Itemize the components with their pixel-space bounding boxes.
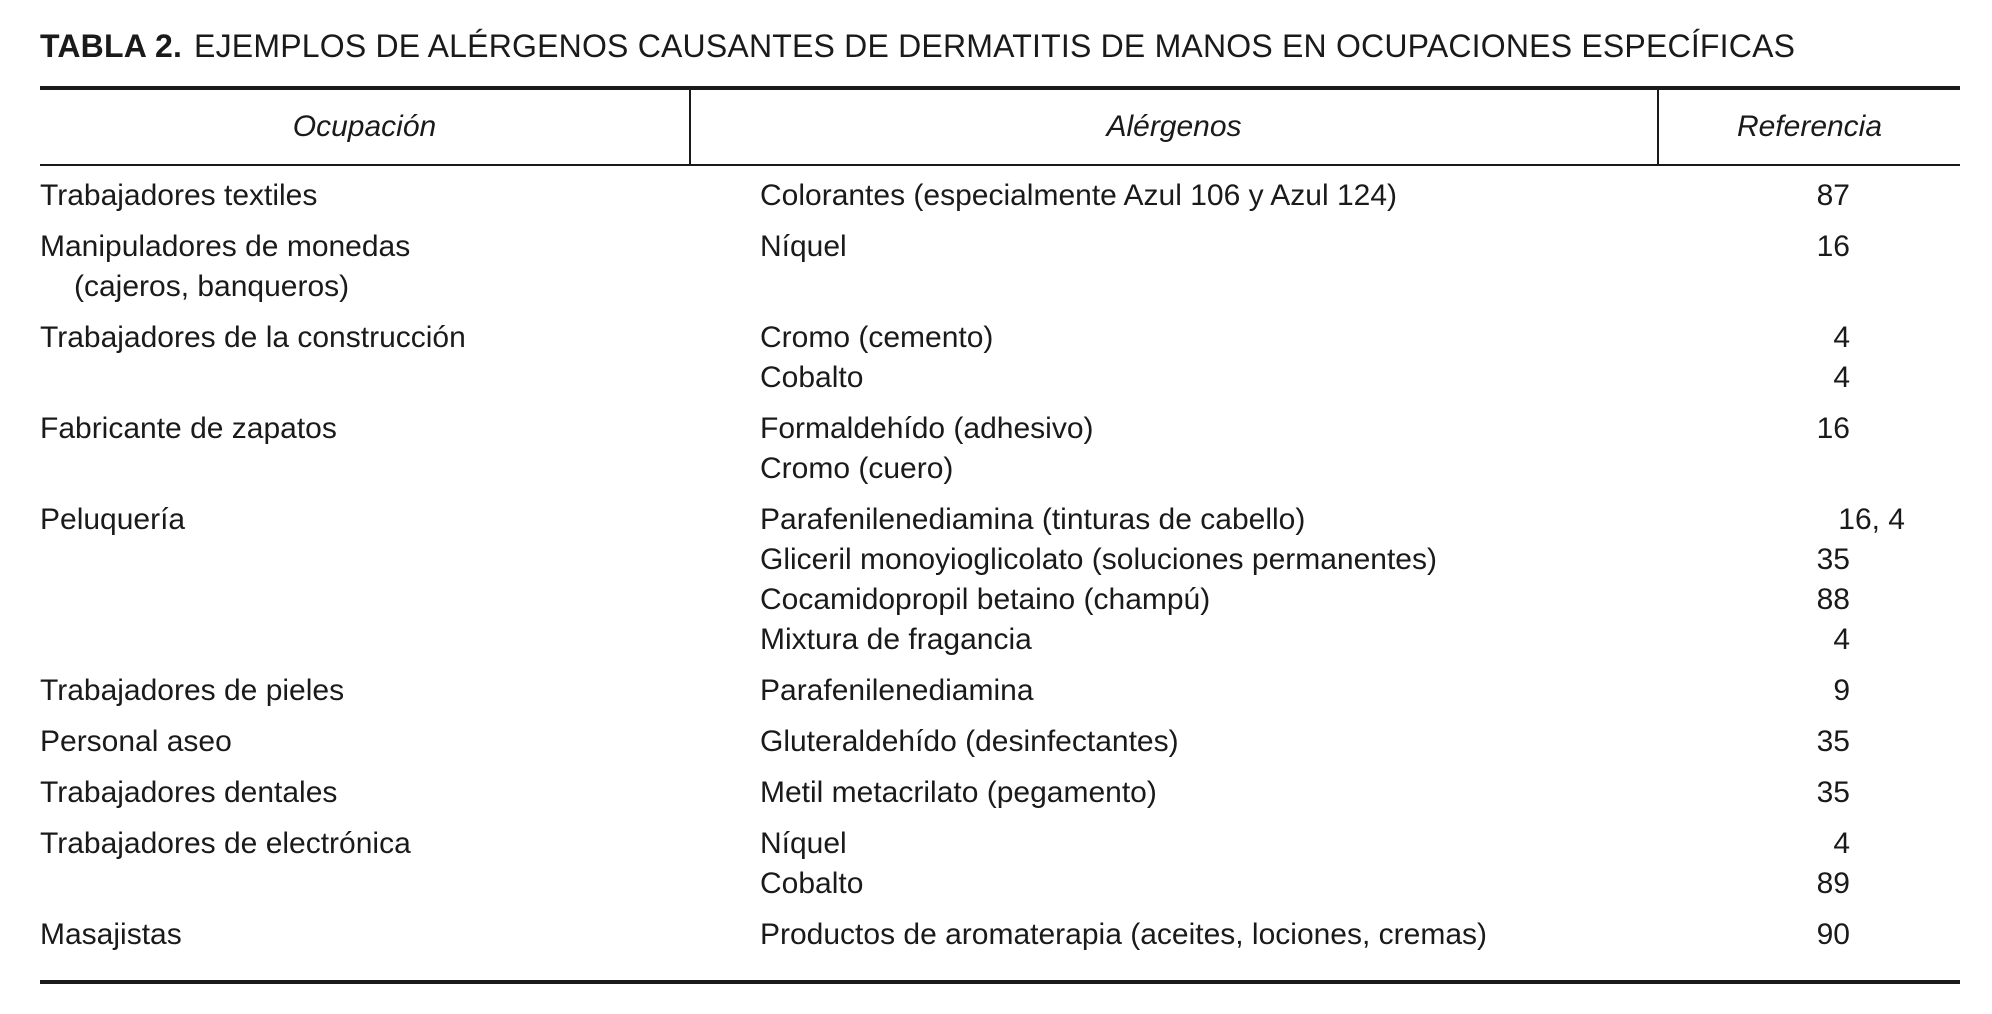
header-row — [40, 90, 1960, 164]
reference-cell — [1760, 671, 1960, 711]
occupation-cell — [40, 409, 760, 489]
reference-text: 4 — [1833, 827, 1850, 860]
allergen-text: Gluteraldehído (desinfectantes) — [760, 725, 1179, 758]
occupation-text: Trabajadores de la construcción — [40, 321, 466, 354]
reference-text: 4 — [1833, 361, 1850, 394]
allergen-text: Productos de aromaterapia (aceites, lociones, cremas) — [760, 918, 1488, 951]
reference-cell — [1760, 227, 1960, 307]
allergen-text: Mixtura de fragancia — [760, 623, 1032, 656]
allergens-cell — [760, 500, 1760, 660]
reference-cell — [1760, 409, 1960, 489]
table-body — [40, 166, 1960, 980]
allergens-cell — [760, 318, 1760, 398]
table-row — [40, 773, 1960, 813]
reference-text: 9 — [1833, 674, 1850, 707]
reference-text: 87 — [1816, 179, 1850, 212]
allergens-cell — [760, 671, 1760, 711]
reference-text: 16, 4 — [1838, 503, 1905, 536]
reference-cell — [1760, 824, 1960, 904]
allergens-cell — [760, 773, 1760, 813]
reference-text: 90 — [1816, 918, 1850, 951]
reference-text: 35 — [1816, 725, 1850, 758]
occupation-text: Trabajadores dentales — [40, 776, 338, 809]
allergen-text: Cobalto — [760, 867, 864, 900]
table-row — [40, 915, 1960, 955]
occupation-text-continued: (cajeros, banqueros) — [74, 270, 350, 303]
allergens-cell — [760, 227, 1760, 307]
allergens-cell — [760, 409, 1760, 489]
reference-text: 4 — [1833, 623, 1850, 656]
table-row — [40, 318, 1960, 398]
occupation-text: Trabajadores textiles — [40, 179, 318, 212]
reference-text: 35 — [1816, 776, 1850, 809]
occupation-text: Masajistas — [40, 918, 182, 951]
bottom-rule — [40, 980, 1960, 984]
reference-cell — [1760, 176, 1960, 216]
occupation-cell — [40, 318, 760, 398]
reference-cell — [1760, 318, 1960, 398]
allergen-text: Formaldehído (adhesivo) — [760, 412, 1094, 445]
reference-cell — [1760, 500, 1960, 660]
reference-text: 4 — [1833, 321, 1850, 354]
table-row — [40, 176, 1960, 216]
occupation-text: Manipuladores de monedas — [40, 230, 411, 263]
reference-text: 16 — [1816, 230, 1850, 263]
occupation-cell — [40, 500, 760, 660]
table-row — [40, 824, 1960, 904]
allergens-cell — [760, 722, 1760, 762]
occupation-cell — [40, 176, 760, 216]
reference-text: 16 — [1816, 412, 1850, 445]
reference-text: 35 — [1816, 543, 1850, 576]
occupation-cell — [40, 773, 760, 813]
occupation-cell — [40, 824, 760, 904]
table-row — [40, 722, 1960, 762]
allergen-text: Metil metacrilato (pegamento) — [760, 776, 1157, 809]
allergens-cell — [760, 915, 1760, 955]
header-reference: Referencia — [1736, 110, 1883, 143]
occupation-text: Trabajadores de electrónica — [40, 827, 411, 860]
table-title-text: EJEMPLOS DE ALÉRGENOS CAUSANTES DE DERMATITIS DE MANOS EN OCUPACIONES ESPECÍFICAS — [194, 28, 1796, 64]
occupation-text: Trabajadores de pieles — [40, 674, 345, 707]
table-document — [40, 24, 1960, 984]
allergen-text: Gliceril monoyioglicolato (soluciones permanentes) — [760, 543, 1437, 576]
table-title-lead: TABLA 2. — [40, 28, 183, 64]
occupation-cell — [40, 722, 760, 762]
occupation-cell — [40, 227, 760, 307]
header-allergens: Alérgenos — [691, 90, 1659, 164]
allergen-text: Cobalto — [760, 361, 864, 394]
reference-cell — [1760, 773, 1960, 813]
allergen-text: Parafenilenediamina (tinturas de cabello) — [760, 503, 1306, 536]
reference-text: 89 — [1816, 867, 1850, 900]
allergen-text: Cromo (cemento) — [760, 321, 994, 354]
occupation-text: Fabricante de zapatos — [40, 412, 337, 445]
table-row — [40, 409, 1960, 489]
allergens-cell — [760, 824, 1760, 904]
table-row — [40, 227, 1960, 307]
occupation-text: Peluquería — [40, 503, 186, 536]
reference-cell — [1760, 722, 1960, 762]
allergen-text: Níquel — [760, 827, 847, 860]
occupation-text: Personal aseo — [40, 725, 232, 758]
allergen-text: Colorantes (especialmente Azul 106 y Azul 124) — [760, 179, 1398, 212]
table-row — [40, 500, 1960, 660]
reference-cell — [1760, 915, 1960, 955]
reference-text: 88 — [1816, 583, 1850, 616]
allergen-text: Cocamidopropil betaino (champú) — [760, 583, 1211, 616]
header-occupation: Ocupación — [40, 90, 691, 164]
allergen-text: Níquel — [760, 230, 847, 263]
allergens-cell — [760, 176, 1760, 216]
table-title — [40, 24, 1960, 68]
table-row — [40, 671, 1960, 711]
occupation-cell — [40, 671, 760, 711]
occupation-cell — [40, 915, 760, 955]
allergen-text: Parafenilenediamina — [760, 674, 1034, 707]
allergen-text: Cromo (cuero) — [760, 452, 954, 485]
